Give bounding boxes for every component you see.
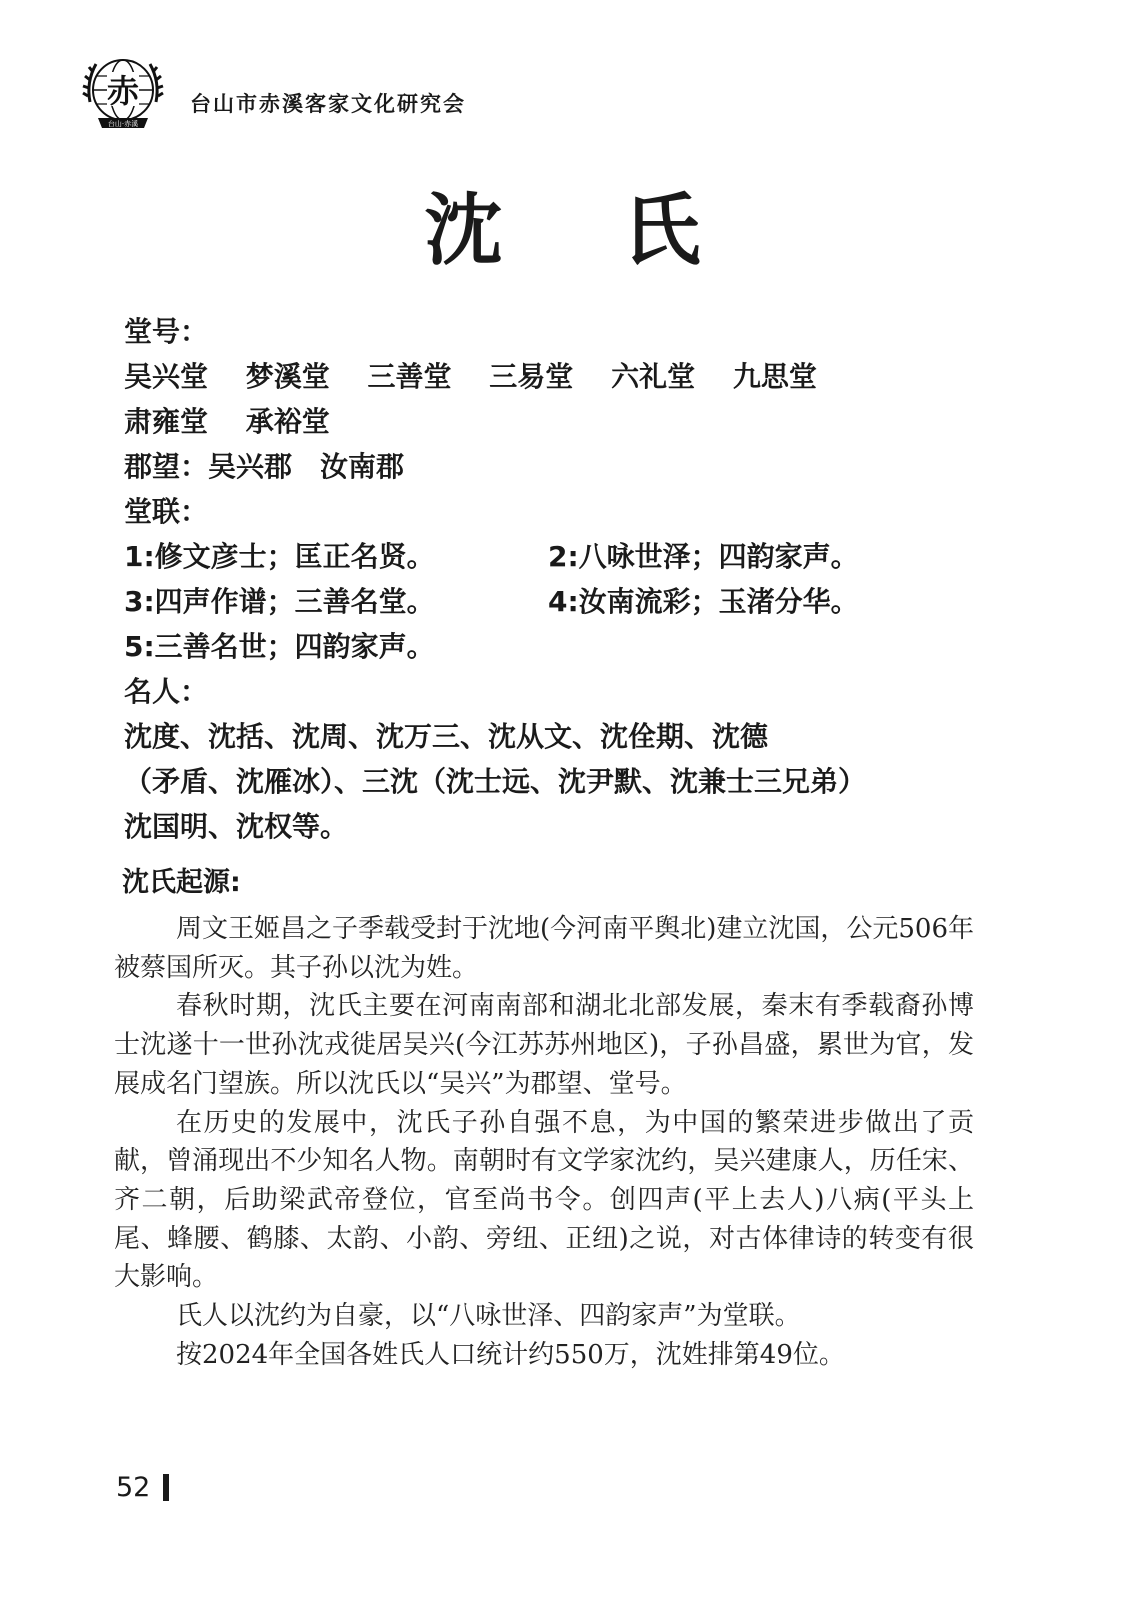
org-name: 台山市赤溪客家文化研究会 <box>190 91 466 116</box>
couplet-item: 4:汝南流彩；玉渚分华。 <box>548 585 859 618</box>
svg-text:赤: 赤 <box>106 72 140 110</box>
hall-name: 梦溪堂 <box>245 360 330 393</box>
famous-line: （矛盾、沈雁冰）、三沈（沈士远、沈尹默、沈兼士三兄弟） <box>124 765 867 798</box>
page-number: 52 <box>116 1472 151 1503</box>
origin-title: 沈氏起源: <box>122 867 241 898</box>
couplet-row <box>124 582 1004 627</box>
couplet-label: 堂联： <box>124 495 209 528</box>
title-char-2: 氏 <box>622 185 701 276</box>
page-title <box>0 168 1125 280</box>
couplet-item: 2:八咏世泽；四韵家声。 <box>548 540 859 573</box>
org-logo-icon <box>82 52 164 134</box>
svg-text:台山·赤溪: 台山·赤溪 <box>107 120 139 128</box>
famous-line: 沈度、沈括、沈周、沈万三、沈从文、沈佺期、沈德 <box>124 720 769 753</box>
famous-label: 名人： <box>124 675 209 708</box>
origin-paragraph: 周文王姬昌之子季载受封于沈地(今河南平舆北)建立沈国，公元506年被蔡国所灭。其子孙以沈为姓。 <box>114 914 974 983</box>
origin-paragraph: 氏人以沈约为自豪，以“八咏世泽、四韵家声”为堂联。 <box>176 1301 801 1332</box>
commandery-line <box>124 447 1004 492</box>
page-number-bar <box>163 1474 169 1501</box>
hall-name: 吴兴堂 <box>124 360 209 393</box>
commandery-name: 吴兴郡 <box>208 450 293 483</box>
halls-line-2 <box>124 402 1004 447</box>
commandery-label: 郡望： <box>124 450 209 483</box>
hall-name: 三易堂 <box>489 360 574 393</box>
hall-name: 六礼堂 <box>611 360 696 393</box>
hall-label: 堂号： <box>124 315 209 348</box>
couplet-row <box>124 627 1004 672</box>
hall-name: 肃雍堂 <box>124 405 209 438</box>
origin-paragraph: 在历史的发展中，沈氏子孙自强不息，为中国的繁荣进步做出了贡献，曾涌现出不少知名人物。南朝时有文学家沈约，吴兴建康人，历任宋、齐二朝，后助梁武帝登位，官至尚书令。创四声(平上去人)八病(平头上尾、蜂腰、鹤膝、太韵、小韵、旁纽、正纽)之说，对古体律诗的转变有很大影响。 <box>114 1107 974 1293</box>
origin-body <box>114 910 974 1374</box>
title-char-1: 沈 <box>424 185 503 276</box>
halls-line-1 <box>124 357 1004 402</box>
couplet-item: 1:修文彦士；匡正名贤。 <box>124 540 435 573</box>
hall-name: 承裕堂 <box>245 405 330 438</box>
couplet-item: 5:三善名世；四韵家声。 <box>124 630 435 663</box>
origin-paragraph: 按2024年全国各姓氏人口统计约550万，沈姓排第49位。 <box>176 1339 845 1370</box>
couplet-list <box>124 537 1004 672</box>
couplet-row <box>124 537 1004 582</box>
hall-name: 三善堂 <box>367 360 452 393</box>
famous-line: 沈国明、沈权等。 <box>124 810 349 843</box>
couplet-item: 3:四声作谱；三善名堂。 <box>124 585 435 618</box>
origin-paragraph: 春秋时期，沈氏主要在河南南部和湖北北部发展，秦末有季载裔孙博士沈遂十一世孙沈戎徙居吴兴(今江苏苏州地区)，子孙昌盛，累世为官，发展成名门望族。所以沈氏以“吴兴”为郡望、堂号。 <box>114 991 974 1099</box>
commandery-name: 汝南郡 <box>320 450 405 483</box>
surname-info <box>124 312 1004 852</box>
hall-name: 九思堂 <box>732 360 817 393</box>
